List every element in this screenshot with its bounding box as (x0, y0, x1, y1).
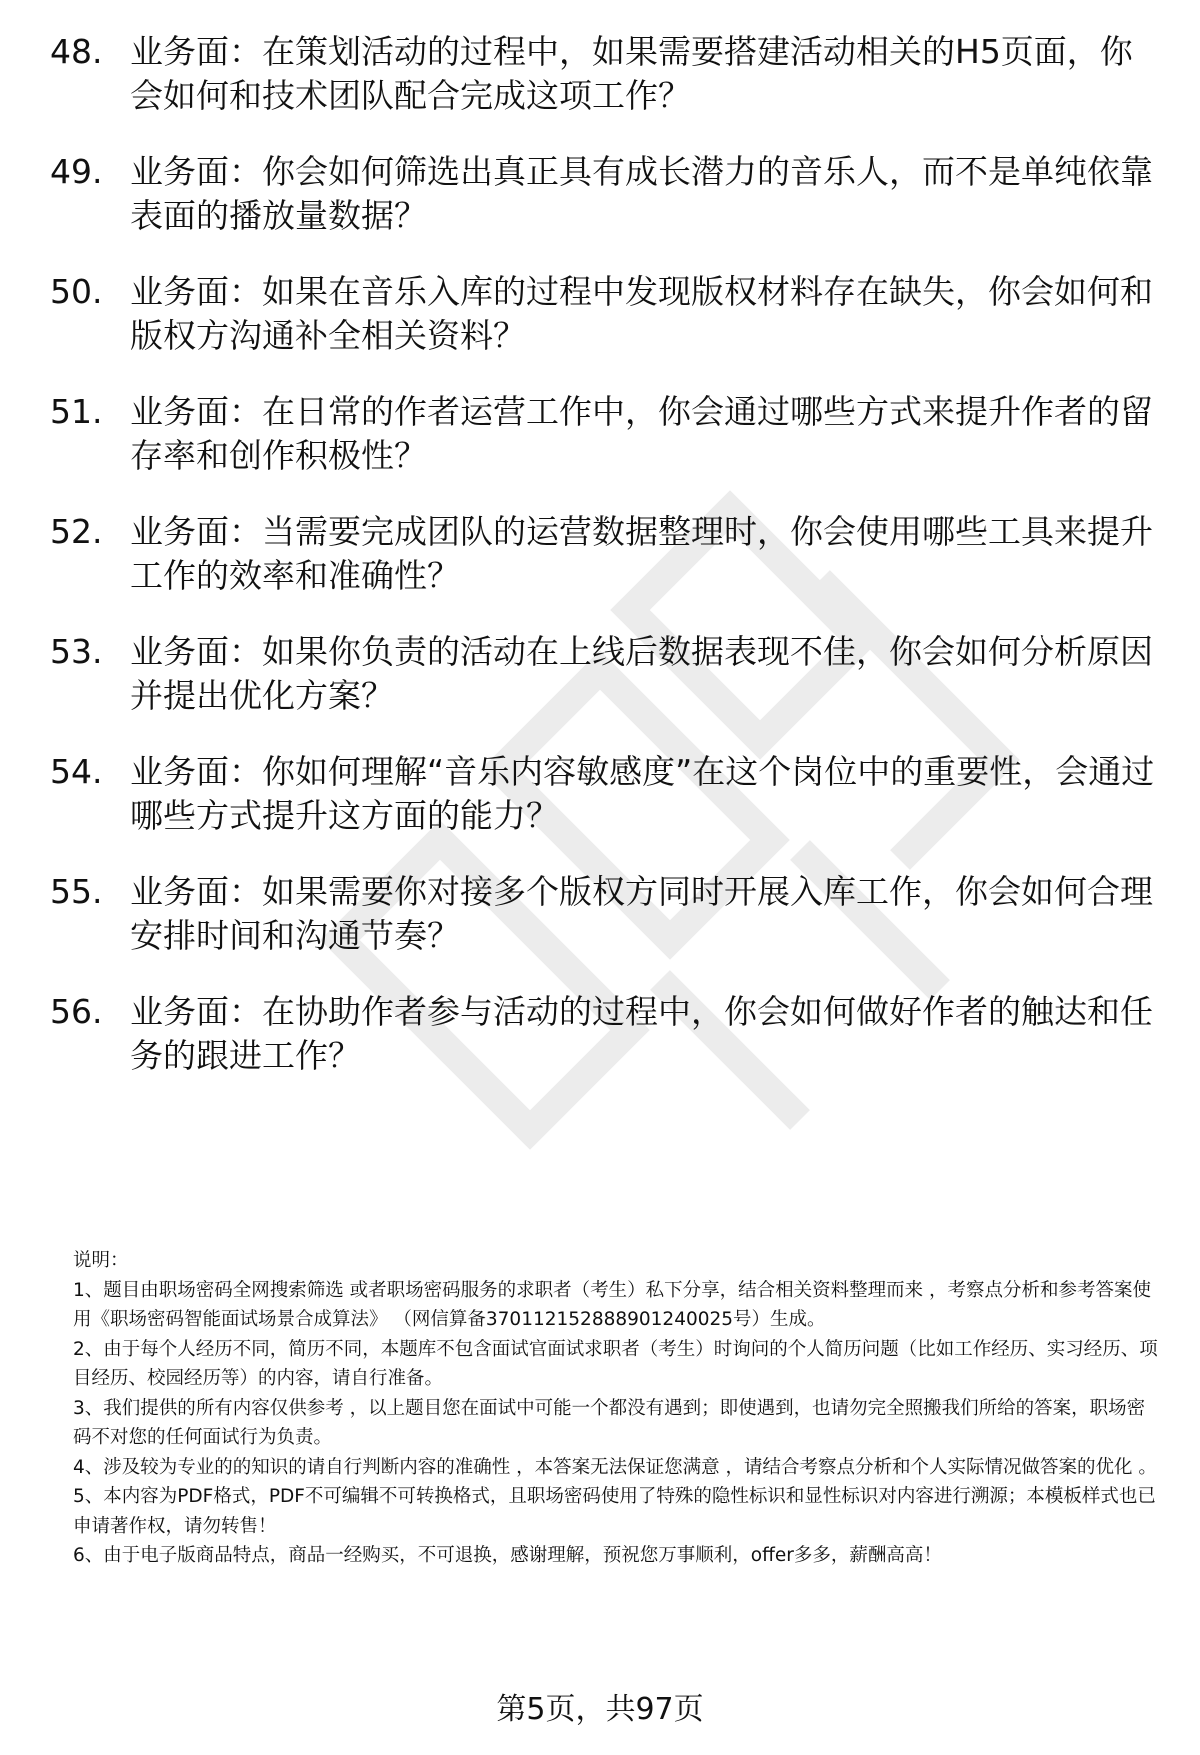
note-item: 3、我们提供的所有内容仅供参考 ，以上题目您在面试中可能一个都没有遇到；即使遇到，也请勿完全照搬我们所给的答案，职场密码不对您的任何面试行为负责。 (73, 1397, 1146, 1448)
question-text: 业务面：你会如何筛选出真正具有成长潜力的音乐人，而不是单纯依靠表面的播放量数据？ (130, 152, 1153, 235)
note-item: 5、本内容为PDF格式，PDF不可编辑不可转换格式，且职场密码使用了特殊的隐性标识和显性标识对内容进行溯源；本模板样式也已申请著作权，请勿转售！ (73, 1486, 1156, 1537)
question-item (50, 510, 1160, 630)
question-item (50, 990, 1160, 1110)
question-number: 50. (50, 272, 103, 311)
question-text: 业务面：在策划活动的过程中，如果需要搭建活动相关的H5页面，你会如何和技术团队配合完成这项工作？ (130, 32, 1133, 115)
question-text: 业务面：在日常的作者运营工作中，你会通过哪些方式来提升作者的留存率和创作积极性？ (130, 392, 1153, 475)
page-number: 第5页，共97页 (496, 1692, 704, 1727)
question-item (50, 150, 1160, 270)
note-item: 6、由于电子版商品特点，商品一经购买，不可退换，感谢理解，预祝您万事顺利，offer多多，薪酬高高！ (73, 1545, 942, 1566)
question-item (50, 750, 1160, 870)
question-number: 53. (50, 632, 103, 671)
question-text: 业务面：如果需要你对接多个版权方同时开展入库工作，你会如何合理安排时间和沟通节奏？ (130, 872, 1153, 955)
question-text: 业务面：如果在音乐入库的过程中发现版权材料存在缺失，你会如何和版权方沟通补全相关资料？ (130, 272, 1153, 355)
question-text: 业务面：当需要完成团队的运营数据整理时，你会使用哪些工具来提升工作的效率和准确性？ (130, 512, 1153, 595)
question-item (50, 870, 1160, 990)
question-number: 56. (50, 992, 103, 1031)
question-number: 54. (50, 752, 103, 791)
question-item (50, 30, 1160, 150)
question-list (0, 30, 1200, 1110)
question-item (50, 270, 1160, 390)
question-number: 49. (50, 152, 103, 191)
question-item (50, 630, 1160, 750)
question-number: 48. (50, 32, 103, 71)
question-text: 业务面：你如何理解“音乐内容敏感度”在这个岗位中的重要性，会通过哪些方式提升这方面的能力？ (130, 752, 1155, 835)
note-item: 1、题目由职场密码全网搜索筛选 或者职场密码服务的求职者（考生）私下分享，结合相关资料整理而来 ，考察点分析和参考答案使用《职场密码智能面试场景合成算法》 （网信算备370112152888901240025号）生成。 (73, 1279, 1152, 1330)
note-item: 2、由于每个人经历不同，简历不同，本题库不包含面试官面试求职者（考生）时询问的个人简历问题（比如工作经历、实习经历、项目经历、校园经历等）的内容，请自行准备。 (73, 1338, 1158, 1389)
note-item: 4、涉及较为专业的的知识的请自行判断内容的准确性 ，本答案无法保证您满意 ，请结合考察点分析和个人实际情况做答案的优化 。 (73, 1456, 1157, 1478)
notes-section (73, 1246, 1158, 1571)
question-number: 51. (50, 392, 103, 431)
question-text: 业务面：在协助作者参与活动的过程中，你会如何做好作者的触达和任务的跟进工作？ (130, 992, 1153, 1075)
question-number: 52. (50, 512, 103, 551)
question-text: 业务面：如果你负责的活动在上线后数据表现不佳，你会如何分析原因并提出优化方案？ (130, 632, 1153, 715)
question-number: 55. (50, 872, 103, 911)
question-item (50, 390, 1160, 510)
notes-title: 说明： (73, 1250, 129, 1271)
